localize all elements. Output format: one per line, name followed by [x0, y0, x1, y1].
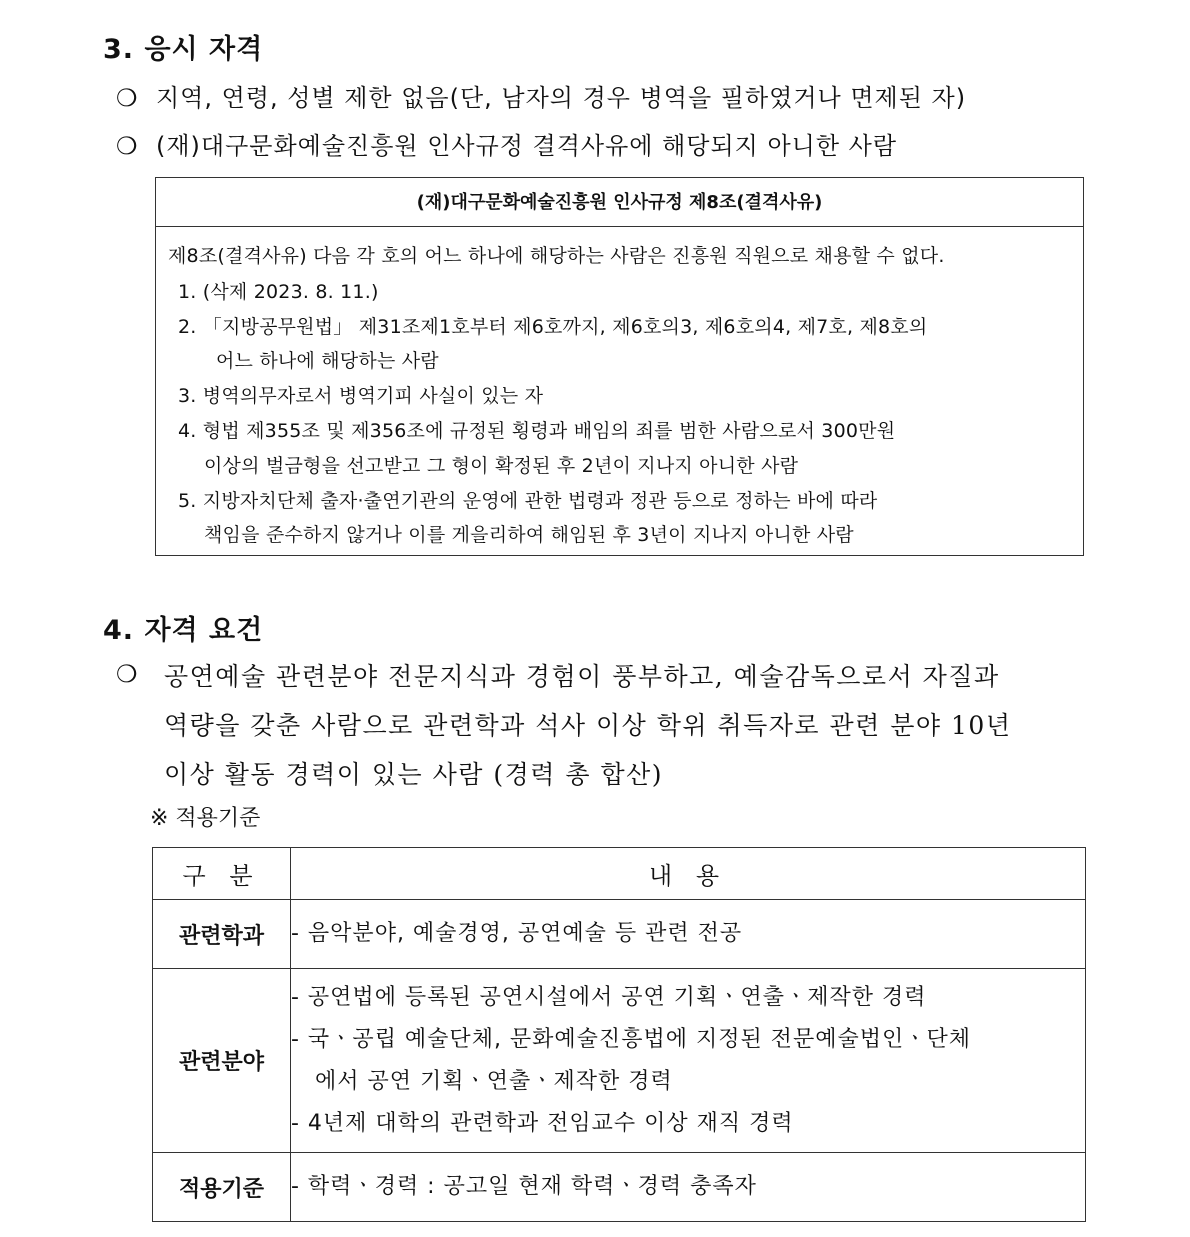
regulation-line: 3. 병역의무자로서 병역기피 사실이 있는 자 [178, 385, 544, 407]
content-line: - 학력ㆍ경력 : 공고일 현재 학력ㆍ경력 충족자 [291, 1174, 757, 1199]
regulation-line: 4. 형법 제355조 및 제356조에 규정된 횡령과 배임의 죄를 범한 사람으로서 300만원 [178, 420, 896, 442]
regulation-line: 1. (삭제 2023. 8. 11.) [178, 281, 379, 303]
circle-bullet-icon: ❍ [116, 84, 139, 112]
section-4-requirement-line: 역량을 갖춘 사람으로 관련학과 석사 이상 학위 취득자로 관련 분야 10년 [164, 711, 1012, 740]
section-4-title: 4. 자격 요건 [103, 615, 264, 646]
regulation-box-title: (재)대구문화예술진흥원 인사규정 제8조(결격사유) [156, 178, 1083, 227]
section-4-requirement-line: 공연예술 관련분야 전문지식과 경험이 풍부하고, 예술감독으로서 자질과 [164, 662, 1000, 691]
table-row [153, 900, 1086, 969]
table-header-row [153, 848, 1086, 900]
regulation-line: 2. 「지방공무원법」 제31조제1호부터 제6호까지, 제6호의3, 제6호의4, 제7호, 제8호의 [178, 316, 928, 338]
content-line: 에서 공연 기획ㆍ연출ㆍ제작한 경력 [315, 1068, 673, 1094]
bullet-text: (재)대구문화예술진흥원 인사규정 결격사유에 해당되지 아니한 사람 [156, 132, 898, 160]
section-3-title: 3. 응시 자격 [103, 34, 264, 65]
table-header-content: 내 용 [291, 848, 1086, 900]
regulation-line: 이상의 벌금형을 선고받고 그 형이 확정된 후 2년이 지나지 아니한 사람 [204, 455, 799, 477]
content-line: - 음악분야, 예술경영, 공연예술 등 관련 전공 [291, 921, 743, 946]
row-label: 관련분야 [153, 969, 291, 1153]
content-line: - 공연법에 등록된 공연시설에서 공연 기획ㆍ연출ㆍ제작한 경력 [291, 984, 927, 1010]
section-3-bullet-2 [116, 126, 897, 161]
row-content [291, 1153, 1086, 1222]
regulation-line: 제8조(결격사유) 다음 각 호의 어느 하나에 해당하는 사람은 진흥원 직원으로 채용할 수 없다. [168, 245, 945, 267]
table-row [153, 1153, 1086, 1222]
circle-bullet-icon: ❍ [116, 132, 139, 160]
row-content [291, 969, 1086, 1153]
section-4-requirement-line: 이상 활동 경력이 있는 사람 (경력 총 합산) [164, 760, 664, 789]
content-line: - 국ㆍ공립 예술단체, 문화예술진흥법에 지정된 전문예술법인ㆍ단체 [291, 1026, 971, 1052]
row-content [291, 900, 1086, 969]
row-label: 적용기준 [153, 1153, 291, 1222]
regulation-line: 어느 하나에 해당하는 사람 [216, 350, 439, 372]
regulation-line: 책임을 준수하지 않거나 이를 게을리하여 해임된 후 3년이 지나지 아니한 사람 [204, 524, 854, 546]
regulation-line: 5. 지방자치단체 출자·출연기관의 운영에 관한 법령과 정관 등으로 정하는 바에 따라 [178, 490, 878, 512]
section-3-bullet-1 [116, 78, 966, 113]
regulation-box [155, 177, 1084, 556]
row-label: 관련학과 [153, 900, 291, 969]
content-line: - 4년제 대학의 관련학과 전임교수 이상 재직 경력 [291, 1110, 794, 1136]
bullet-text: 지역, 연령, 성별 제한 없음(단, 남자의 경우 병역을 필하였거나 면제된 자) [156, 84, 967, 112]
table-header-category: 구 분 [153, 848, 291, 900]
criteria-table [152, 847, 1086, 1222]
criteria-note: ※ 적용기준 [150, 806, 261, 831]
circle-bullet-icon: ❍ [116, 660, 138, 688]
table-row [153, 969, 1086, 1153]
